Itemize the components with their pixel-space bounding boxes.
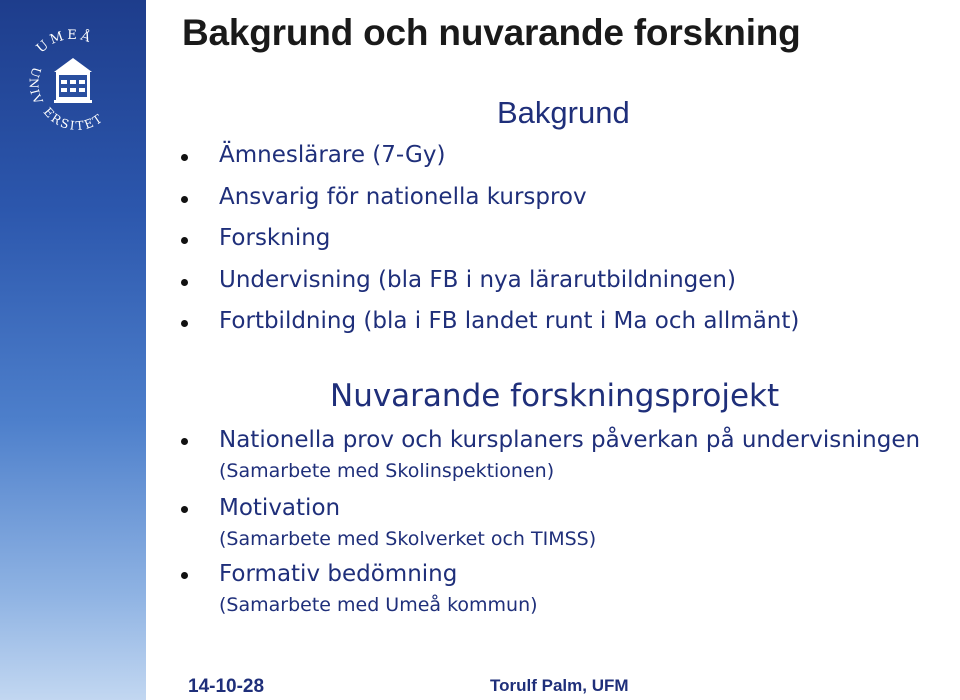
footer-author: Torulf Palm, UFM	[490, 676, 629, 695]
footer-date: 14-10-28	[188, 676, 265, 697]
list-item	[181, 558, 951, 620]
list-item: Ämneslärare (7-Gy)	[181, 140, 951, 182]
svg-text:UMEÅ	[34, 27, 95, 56]
list-item: Fortbildning (bla i FB landet runt i Ma och allmänt)	[181, 306, 951, 348]
project-title: Motivation	[219, 495, 341, 521]
seal-left-text: UNIV	[26, 65, 47, 109]
bakgrund-list	[181, 140, 951, 348]
project-partner: (Samarbete med Umeå kommun)	[219, 594, 538, 616]
bullet-icon	[181, 154, 188, 161]
list-item: Ansvarig för nationella kursprov	[181, 182, 951, 224]
bullet-icon	[181, 320, 188, 327]
project-partner: (Samarbete med Skolinspektionen)	[219, 460, 555, 482]
list-item	[181, 492, 951, 554]
page-title: Bakgrund och nuvarande forskning	[182, 12, 801, 53]
umea-university-seal-icon	[18, 22, 128, 132]
bullet-icon	[181, 506, 188, 513]
list-item: Undervisning (bla FB i nya lärarutbildningen)	[181, 265, 951, 307]
bullet-icon	[181, 196, 188, 203]
seal-bottom-text: ERSITET	[40, 104, 107, 132]
seal-emblem	[54, 58, 92, 103]
sidebar-band	[0, 0, 146, 700]
nuvarande-list	[181, 424, 951, 620]
svg-text:UNIV	[27, 65, 47, 108]
seal-top-text: UMEÅ	[33, 27, 96, 57]
bullet-icon	[181, 279, 188, 286]
project-title: Formativ bedömning	[219, 561, 458, 587]
list-item	[181, 424, 951, 486]
bullet-icon	[181, 438, 188, 445]
section-heading-bakgrund: Bakgrund	[497, 95, 630, 130]
svg-text:ERSITET	[41, 105, 107, 132]
bullet-icon	[181, 237, 188, 244]
project-title: Nationella prov och kursplaners påverkan på undervisningen	[219, 427, 921, 453]
list-item: Forskning	[181, 223, 951, 265]
project-partner: (Samarbete med Skolverket och TIMSS)	[219, 528, 597, 550]
section-heading-nuvarande: Nuvarande forskningsprojekt	[330, 378, 780, 414]
bullet-icon	[181, 572, 188, 579]
